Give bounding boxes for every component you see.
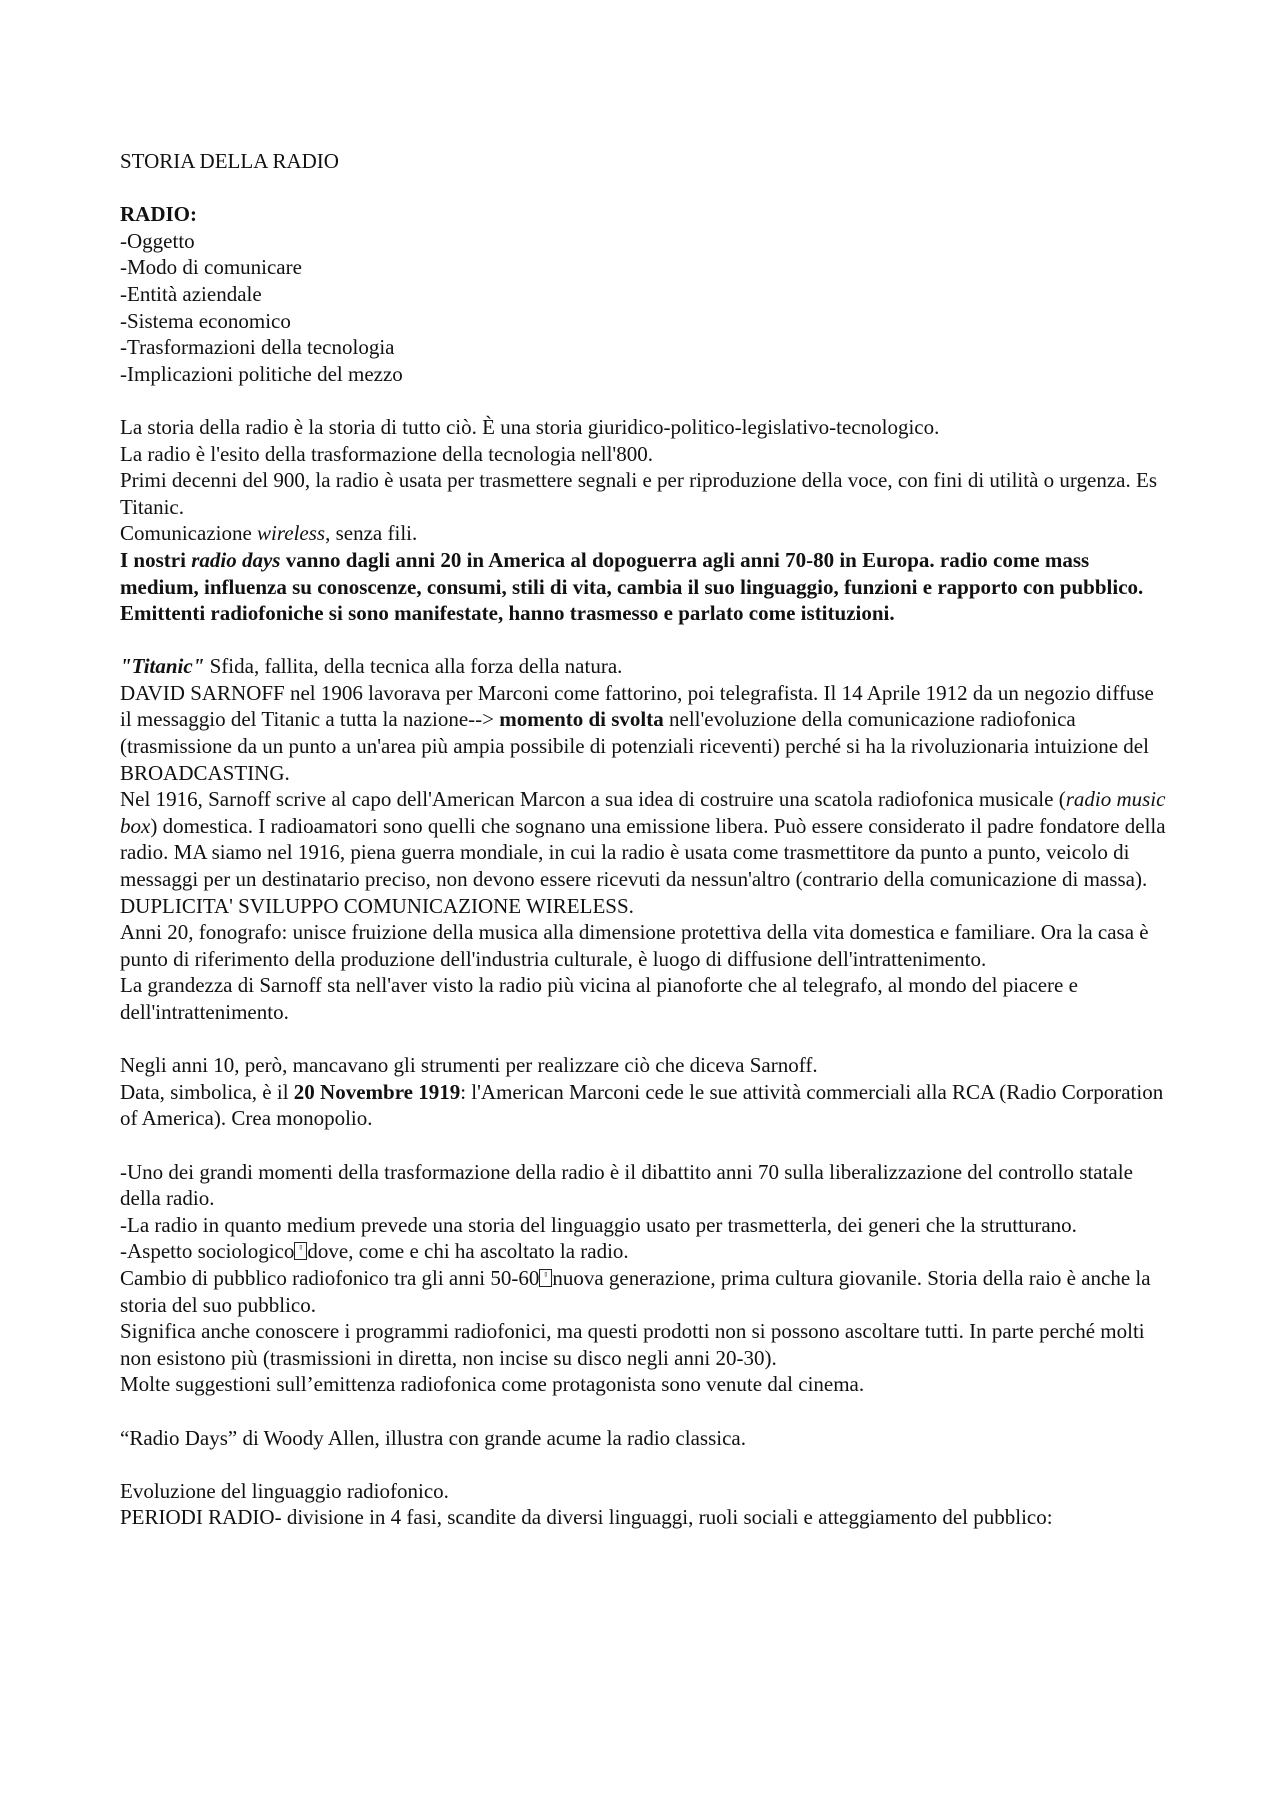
momenti-section: [120, 1159, 1170, 1398]
text: , senza fili.: [325, 521, 418, 546]
paragraph: [120, 1079, 1170, 1132]
list-item: -Oggetto: [120, 228, 195, 253]
text: Sfida, fallita, della tecnica alla forza della natura.: [204, 654, 623, 679]
paragraph: [120, 680, 1170, 786]
text: dove, come e chi ha ascoltato la radio.: [307, 1239, 629, 1264]
bold-text: momento di svolta: [499, 707, 664, 732]
list-item: -Sistema economico: [120, 308, 291, 333]
document-page: [120, 148, 1170, 1531]
paragraph: Significa anche conoscere i programmi radiofonici, ma questi prodotti non si possono ascoltare tutti. In parte perché molti non esistono più (trasmissioni in diretta, non incise su disco negli anni 20-30).: [120, 1319, 1145, 1370]
spacer: [120, 627, 1170, 654]
list-item: -Entità aziendale: [120, 281, 262, 306]
paragraph: La radio è l'esito della trasformazione della tecnologia nell'800.: [120, 441, 653, 466]
evoluzione-section: [120, 1478, 1170, 1531]
paragraph: PERIODI RADIO- divisione in 4 fasi, scandite da diversi linguaggi, ruoli sociali e atteggiamento del pubblico:: [120, 1505, 1053, 1530]
paragraph: -La radio in quanto medium prevede una storia del linguaggio usato per trasmetterla, dei generi che la strutturano.: [120, 1212, 1077, 1237]
paragraph: La grandezza di Sarnoff sta nell'aver visto la radio più vicina al pianoforte che al telegrafo, al mondo del piacere e dell'intrattenimento.: [120, 973, 1078, 1024]
text: DAVID SARNOFF nel 1906 lavorava per Marconi come fattorino, poi telegrafista. Il 14 Aprile 1912 da un negozio diffuse il messaggio del Titanic a tutta la nazione-->: [120, 680, 1154, 732]
text: nuova generazione, prima cultura giovanile. Storia della raio è anche la storia del suo pubblico.: [120, 1265, 1151, 1317]
radio-heading: RADIO:: [120, 202, 197, 227]
italic-text: wireless: [257, 521, 326, 546]
missing-glyph-icon: ▯: [294, 1242, 307, 1260]
text: I nostri: [120, 547, 192, 572]
anni10-section: [120, 1052, 1170, 1132]
paragraph: La storia della radio è la storia di tutto ciò. È una storia giuridico-politico-legislativo-tecnologico.: [120, 414, 940, 439]
text: Cambio di pubblico radiofonico tra gli anni 50-60: [120, 1265, 540, 1290]
spacer: [120, 175, 1170, 202]
text: : l'American Marconi cede le sue attività commerciali alla RCA (Radio Corporation of America). Crea monopolio.: [120, 1079, 1164, 1131]
titanic-label: "Titanic": [120, 654, 205, 679]
paragraph: [120, 1265, 1170, 1318]
paragraph: “Radio Days” di Woody Allen, illustra con grande acume la radio classica.: [120, 1425, 746, 1450]
text: nell'evoluzione della comunicazione radiofonica (trasmissione da un punto a un'area più ampia possibile di potenziali riceventi) perché si ha la rivoluzionaria intuizione del BROADCASTING.: [120, 707, 1149, 785]
missing-glyph-icon: ▯: [539, 1269, 552, 1287]
list-item: -Modo di comunicare: [120, 255, 302, 280]
text: -Aspetto sociologico: [120, 1239, 295, 1264]
paragraph: [120, 1238, 1170, 1265]
spacer: [120, 1451, 1170, 1478]
paragraph: -Uno dei grandi momenti della trasformazione della radio è il dibattito anni 70 sulla liberalizzazione del controllo statale della radio.: [120, 1159, 1133, 1211]
spacer: [120, 387, 1170, 414]
text: ) domestica. I radioamatori sono quelli che sognano una emissione libera. Può essere considerato il padre fondatore della radio. MA siamo nel 1916, piena guerra mondiale, in cui la radio è usata come trasmettitore da punto a punto, veicolo di messaggi per un destinatario preciso, non devono essere ricevuti da nessun'altro (contrario della comunicazione di massa). DUPLICITA' SVILUPPO COMUNICAZIONE WIRELESS.: [120, 813, 1166, 918]
paragraph: [120, 520, 1170, 547]
spacer: [120, 1026, 1170, 1053]
text: Comunicazione: [120, 521, 258, 546]
paragraph: Evoluzione del linguaggio radiofonico.: [120, 1478, 449, 1503]
list-item: -Trasformazioni della tecnologia: [120, 335, 395, 360]
text: vanno dagli anni 20 in America al dopoguerra agli anni 70-80 in Europa. radio come mass medium, influenza su conoscenze, consumi, stili di vita, cambia il suo linguaggio, funzioni e rapporto con pubblico. Emittenti radiofoniche si sono manifestate, hanno trasmesso e parlato come istituzioni.: [120, 547, 1144, 626]
paragraph: Anni 20, fonografo: unisce fruizione della musica alla dimensione protettiva della vita domestica e familiare. Ora la casa è punto di riferimento della produzione dell'industria culturale, è luogo di diffusione dell'intrattenimento.: [120, 920, 1149, 971]
paragraph: Molte suggestioni sull’emittenza radiofonica come protagonista sono venute dal cinema.: [120, 1372, 865, 1397]
paragraph: Negli anni 10, però, mancavano gli strumenti per realizzare ciò che diceva Sarnoff.: [120, 1053, 818, 1078]
bold-date: 20 Novembre 1919: [293, 1079, 461, 1104]
paragraph: [120, 653, 1170, 680]
document-title: STORIA DELLA RADIO: [120, 149, 339, 173]
italic-text: radio music box: [120, 787, 1166, 838]
text: Nel 1916, Sarnoff scrive al capo dell'American Marcon a sua idea di costruire una scatola radiofonica musicale (: [120, 787, 1066, 812]
paragraph: Primi decenni del 900, la radio è usata per trasmettere segnali e per riproduzione della voce, con fini di utilità o urgenza. Es Titanic.: [120, 468, 1157, 519]
radio-list: [120, 228, 1170, 388]
spacer: [120, 1132, 1170, 1159]
text: Data, simbolica, è il: [120, 1079, 294, 1104]
list-item: -Implicazioni politiche del mezzo: [120, 361, 403, 386]
intro-section: [120, 414, 1170, 627]
spacer: [120, 1398, 1170, 1425]
italic-text: radio days: [191, 547, 281, 572]
paragraph: [120, 786, 1170, 919]
bold-paragraph: [120, 547, 1170, 627]
titanic-section: [120, 653, 1170, 1025]
